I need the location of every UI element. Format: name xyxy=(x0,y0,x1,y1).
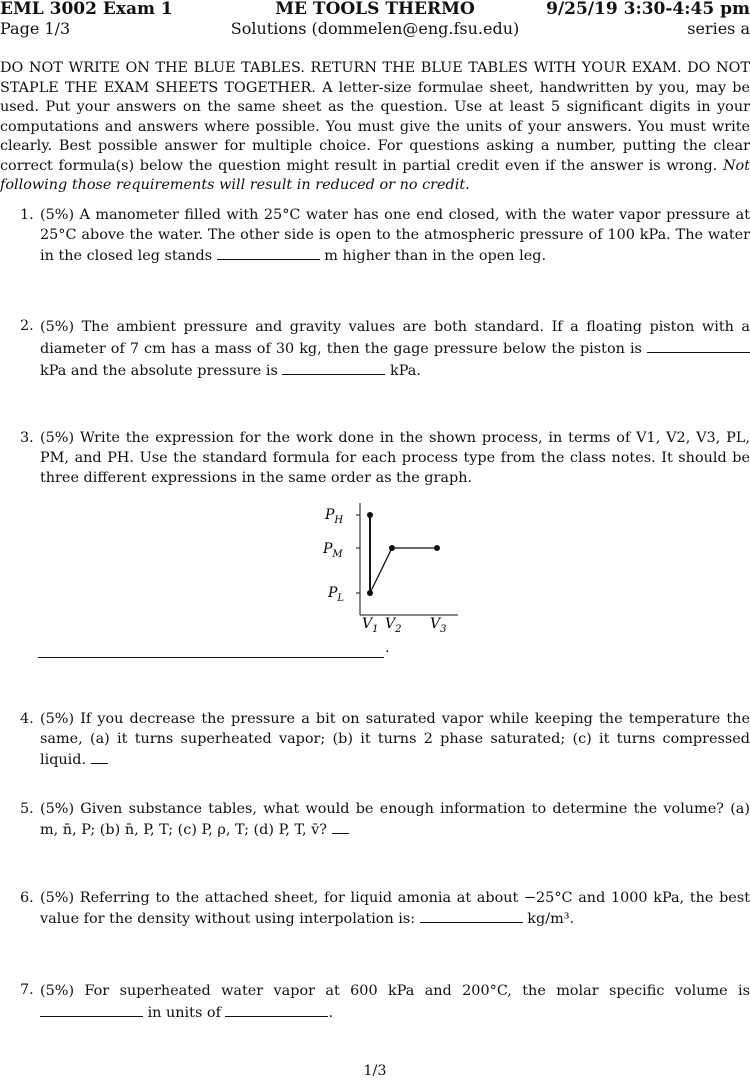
question-text xyxy=(40,205,750,266)
q7-text-mid: in units of xyxy=(147,1005,221,1021)
question-number: 4. xyxy=(20,711,34,727)
process-graph xyxy=(310,495,470,635)
solutions-contact: Solutions (dommelen@eng.fsu.edu) xyxy=(230,19,520,38)
svg-text:V1 xyxy=(362,616,379,635)
q4-text: (5%) If you decrease the pressure a bit on saturated vapor while keeping the temperature the same, (a) it turns superheated vapor; (b) it turns 2 phase saturated; (c) it turns compressed liquid. xyxy=(40,711,750,768)
instructions-text: DO NOT WRITE ON THE BLUE TABLES. RETURN THE BLUE TABLES WITH YOUR EXAM. DO NOT STAPLE THE EXAM SHEETS TOGETHER. A letter-size formulae sheet, handwritten by you, may be used. Put your answers on the same sheet as the question. Use at least 5 significant digits in your computations and answers where possible. You must give the units of your answers. You must write clearly. Best possible answer for multiple choice. For questions asking a number, putting the clear correct formula(s) below the question might result in partial credit even if the answer is wrong. xyxy=(0,60,750,174)
q2-text: (5%) The ambient pressure and gravity values are both standard. If a floating piston with a diameter of 7 cm has a mass of 30 kg, then the gage pressure below the piston is xyxy=(40,319,750,357)
answer-blank[interactable] xyxy=(40,1002,143,1017)
q6-units: kg/m³. xyxy=(527,911,575,927)
y-label-PM-sub: M xyxy=(332,549,343,560)
series-label: series a xyxy=(687,19,750,38)
question-text xyxy=(40,799,750,840)
course-code: EML 3002 Exam 1 xyxy=(0,0,173,19)
answer-blank[interactable] xyxy=(420,908,523,923)
q6-text: (5%) Referring to the attached sheet, for liquid amonia at about −25°C and 1000 kPa, the best value for the density without using interpolation is: xyxy=(40,890,750,927)
page-indicator: Page 1/3 xyxy=(0,19,71,38)
answer-blank[interactable] xyxy=(217,245,320,260)
page-footer: 1/3 xyxy=(363,1063,387,1079)
answer-blank[interactable] xyxy=(225,1002,328,1017)
x-label-V2-sub: 2 xyxy=(395,624,402,635)
svg-text:PL xyxy=(327,585,344,604)
question-number: 2. xyxy=(20,318,34,334)
question-number: 1. xyxy=(20,207,34,223)
q5-text: (5%) Given substance tables, what would be enough information to determine the volume? (a) m, n̄, P; (b) n̄, P, T; (c) P, ρ, T; (d) P, T, v̄? xyxy=(40,801,750,838)
q3-period: . xyxy=(385,640,390,656)
q1-text: (5%) A manometer filled with 25°C water has one end closed, with the water vapor pressure at 25°C above the water. The other side is open to the atmospheric pressure of 100 kPa. The water in the closed leg stands xyxy=(40,207,750,264)
question-number: 3. xyxy=(20,430,34,446)
question-text xyxy=(40,980,750,1024)
svg-text:PH xyxy=(324,507,343,526)
question-number: 6. xyxy=(20,890,34,906)
question-text xyxy=(40,709,750,770)
question-text xyxy=(40,316,750,382)
instructions xyxy=(0,59,750,196)
question-number: 5. xyxy=(20,801,34,817)
y-label-PL-sub: L xyxy=(337,593,345,604)
exam-datetime: 9/25/19 3:30-4:45 pm xyxy=(546,0,750,19)
q3-answer-line[interactable] xyxy=(38,657,384,658)
q7-text: (5%) For superheated water vapor at 600 kPa and 200°C, the molar specific volume is xyxy=(40,983,750,999)
svg-text:V2 xyxy=(385,616,402,635)
y-label-PH-sub: H xyxy=(334,515,344,526)
y-label-PH-base: P xyxy=(325,507,335,523)
answer-blank[interactable] xyxy=(91,749,108,764)
question-text: (5%) Write the expression for the work done in the shown process, in terms of V1, V2, V3, PL, PM, and PH. Use the standard formula for each process type from the class notes. It should be three different expressions in the same order as the graph. xyxy=(40,430,750,486)
x-label-V2-base: V xyxy=(385,616,396,632)
question-number: 7. xyxy=(20,982,34,998)
q2-text-end: kPa. xyxy=(390,363,421,379)
x-label-V1-base: V xyxy=(362,616,373,632)
svg-text:V3 xyxy=(430,616,447,635)
x-label-V3-sub: 3 xyxy=(440,624,447,635)
answer-blank[interactable] xyxy=(332,819,349,834)
y-label-PL-base: P xyxy=(328,585,338,601)
answer-blank[interactable] xyxy=(647,338,750,353)
svg-text:PM xyxy=(322,541,343,560)
q7-period: . xyxy=(328,1005,334,1021)
y-label-PM-base: P xyxy=(323,541,333,557)
exam-title: ME TOOLS THERMO xyxy=(275,0,475,19)
x-label-V1-sub: 1 xyxy=(372,624,379,635)
q1-text-end: m higher than in the open leg. xyxy=(324,248,547,264)
question-text xyxy=(40,888,750,929)
x-label-V3-base: V xyxy=(430,616,441,632)
q2-text-mid: kPa and the absolute pressure is xyxy=(40,363,278,379)
answer-blank[interactable] xyxy=(282,360,385,375)
instructions-warning: Not following those requirements will result in reduced or no credit. xyxy=(0,157,750,193)
